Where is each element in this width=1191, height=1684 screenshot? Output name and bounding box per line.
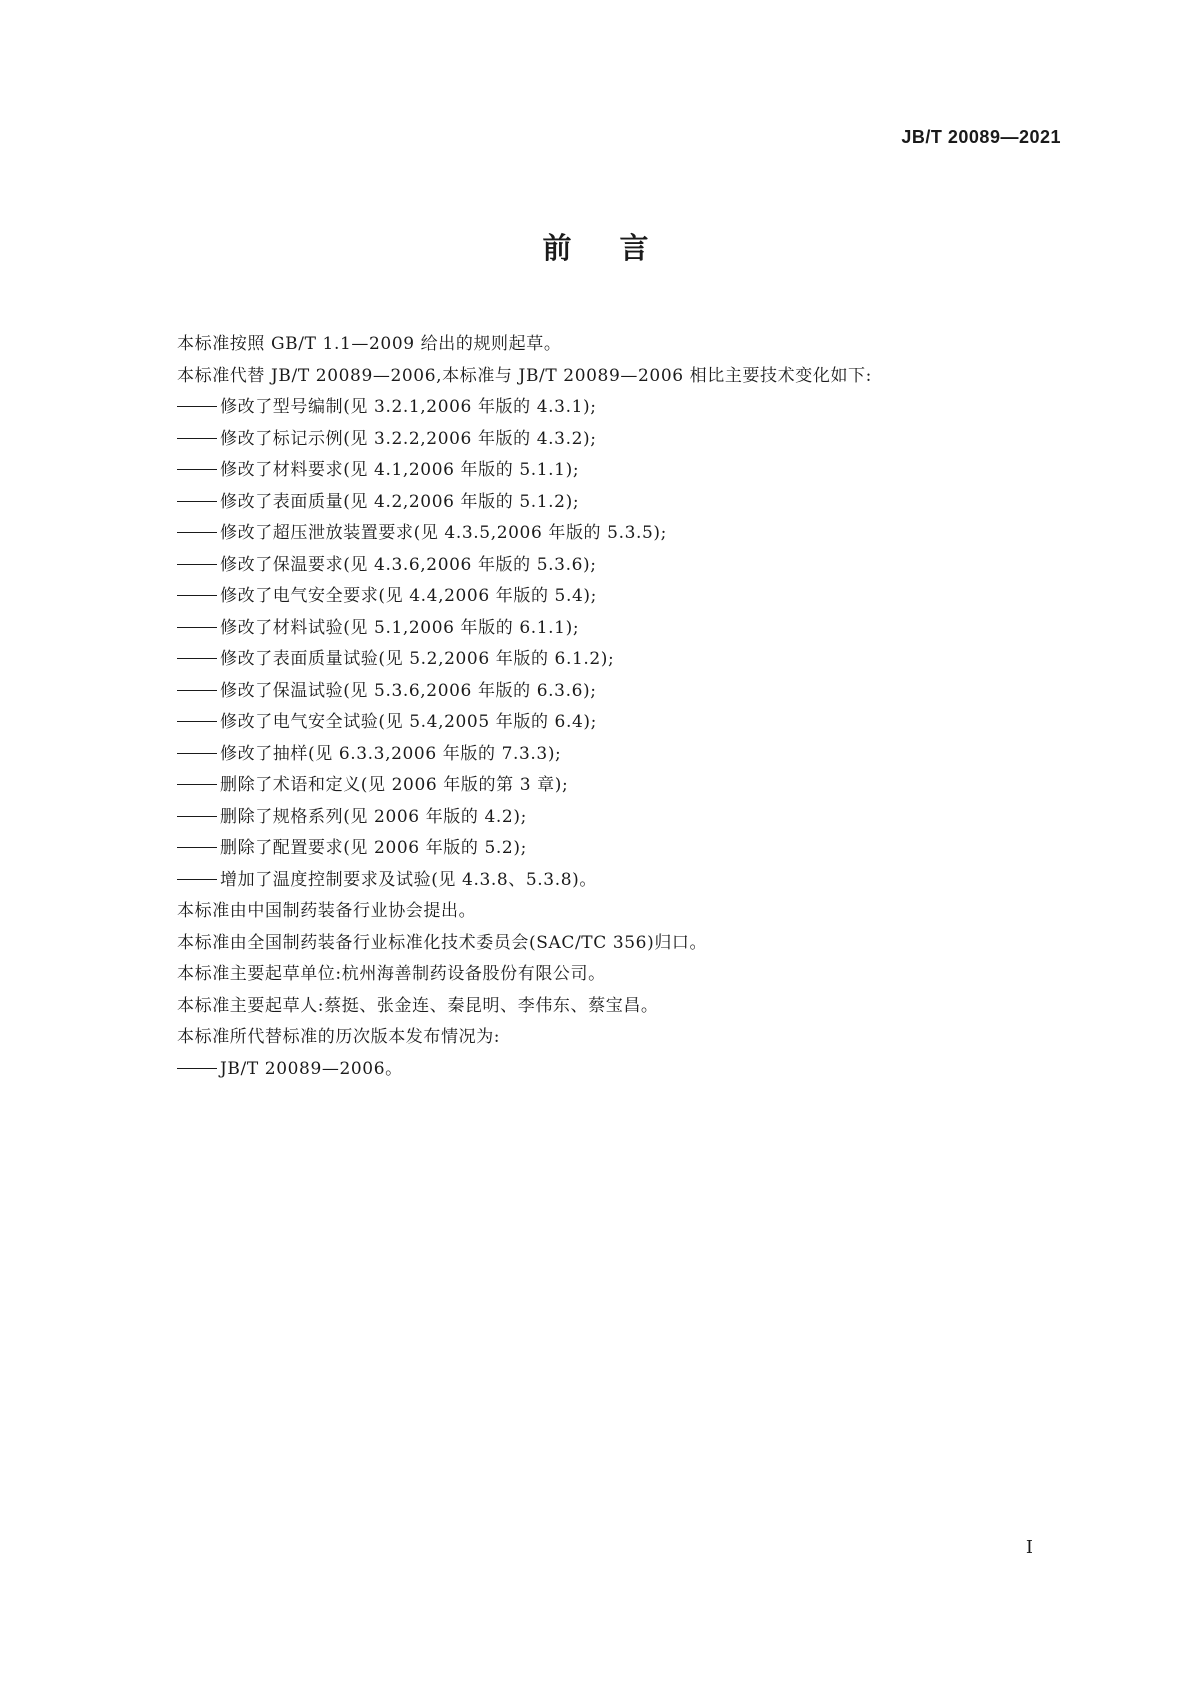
page-number: I — [1025, 1537, 1033, 1558]
line-text: 修改了材料试验(见 5.1,2006 年版的 6.1.1); — [220, 617, 580, 638]
paragraph — [177, 896, 1037, 928]
list-item — [177, 802, 1037, 834]
paragraph — [177, 1022, 1037, 1054]
em-dash-marker — [177, 1068, 217, 1069]
line-text: 修改了标记示例(见 3.2.2,2006 年版的 4.3.2); — [220, 428, 597, 449]
list-item — [177, 865, 1037, 897]
em-dash-marker — [177, 690, 217, 691]
list-item — [177, 550, 1037, 582]
line-text: JB/T 20089—2006。 — [220, 1058, 403, 1079]
em-dash-marker — [177, 469, 217, 470]
list-item — [177, 424, 1037, 456]
list-item — [177, 518, 1037, 550]
paragraph — [177, 991, 1037, 1023]
line-text: 本标准主要起草人:蔡挺、张金连、秦昆明、李伟东、蔡宝昌。 — [177, 995, 659, 1016]
list-item — [177, 581, 1037, 613]
em-dash-marker — [177, 532, 217, 533]
list-item — [177, 644, 1037, 676]
line-text: 删除了术语和定义(见 2006 年版的第 3 章); — [220, 775, 569, 795]
line-text: 修改了电气安全要求(见 4.4,2006 年版的 5.4); — [220, 586, 597, 606]
em-dash-marker — [177, 847, 217, 848]
em-dash-marker — [177, 438, 217, 439]
line-text: 本标准按照 GB/T 1.1—2009 给出的规则起草。 — [177, 334, 562, 354]
paragraph — [177, 329, 1037, 361]
list-item — [177, 487, 1037, 519]
line-text: 删除了规格系列(见 2006 年版的 4.2); — [220, 806, 527, 827]
em-dash-marker — [177, 627, 217, 628]
line-text: 增加了温度控制要求及试验(见 4.3.8、5.3.8)。 — [220, 869, 597, 890]
section-title: 前言 — [542, 231, 697, 265]
em-dash-marker — [177, 721, 217, 722]
em-dash-marker — [177, 753, 217, 754]
line-text: 本标准主要起草单位:杭州海善制药设备股份有限公司。 — [177, 964, 606, 984]
line-text: 删除了配置要求(见 2006 年版的 5.2); — [220, 838, 527, 858]
em-dash-marker — [177, 501, 217, 502]
em-dash-marker — [177, 816, 217, 817]
paragraph — [177, 928, 1037, 960]
paragraph — [177, 361, 1037, 393]
list-item — [177, 770, 1037, 802]
em-dash-marker — [177, 784, 217, 785]
line-text: 本标准代替 JB/T 20089—2006,本标准与 JB/T 20089—2006 相比主要技术变化如下: — [177, 365, 872, 386]
list-item — [177, 833, 1037, 865]
line-text: 修改了超压泄放装置要求(见 4.3.5,2006 年版的 5.3.5); — [220, 523, 667, 543]
list-item — [177, 392, 1037, 424]
line-text: 修改了电气安全试验(见 5.4,2005 年版的 6.4); — [220, 712, 597, 732]
line-text: 修改了抽样(见 6.3.3,2006 年版的 7.3.3); — [220, 743, 562, 764]
em-dash-marker — [177, 564, 217, 565]
list-item — [177, 613, 1037, 645]
line-text: 修改了保温试验(见 5.3.6,2006 年版的 6.3.6); — [220, 680, 597, 701]
list-item — [177, 739, 1037, 771]
line-text: 本标准由中国制药装备行业协会提出。 — [177, 901, 477, 921]
line-text: 修改了材料要求(见 4.1,2006 年版的 5.1.1); — [220, 460, 580, 480]
document-code: JB/T 20089—2021 — [901, 127, 1061, 147]
list-item — [177, 676, 1037, 708]
line-text: 修改了型号编制(见 3.2.1,2006 年版的 4.3.1); — [220, 397, 597, 417]
line-text: 修改了保温要求(见 4.3.6,2006 年版的 5.3.6); — [220, 554, 597, 575]
line-text: 修改了表面质量(见 4.2,2006 年版的 5.1.2); — [220, 491, 580, 512]
em-dash-marker — [177, 658, 217, 659]
em-dash-marker — [177, 879, 217, 880]
em-dash-marker — [177, 595, 217, 596]
line-text: 本标准所代替标准的历次版本发布情况为: — [177, 1027, 501, 1047]
list-item — [177, 455, 1037, 487]
em-dash-marker — [177, 406, 217, 407]
line-text: 本标准由全国制药装备行业标准化技术委员会(SAC/TC 356)归口。 — [177, 932, 708, 953]
list-item — [177, 1054, 1037, 1086]
foreword-body — [177, 329, 1037, 1085]
paragraph — [177, 959, 1037, 991]
line-text: 修改了表面质量试验(见 5.2,2006 年版的 6.1.2); — [220, 649, 615, 669]
list-item — [177, 707, 1037, 739]
